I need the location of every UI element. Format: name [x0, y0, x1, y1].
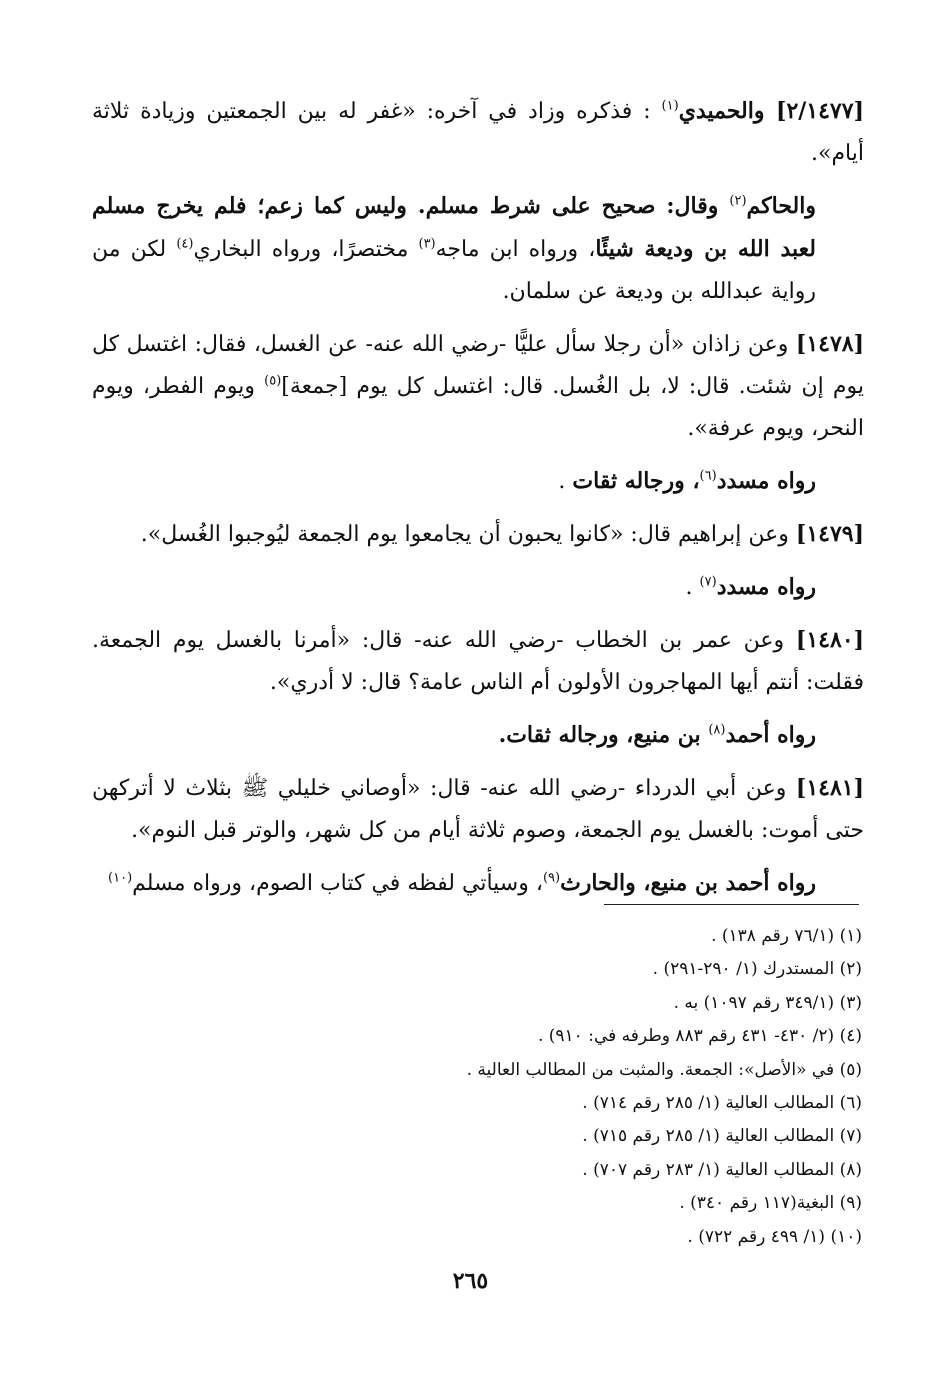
text-run: ، وسيأتي لفظه في كتاب الصوم، ورواه مسلم [132, 871, 543, 896]
footnote-ref: (٢) [729, 193, 747, 209]
text-run: والحاكم [746, 193, 816, 219]
text-run: ويوم الفطر، ويوم النحر، ويوم عرفة». [92, 374, 864, 441]
text-run: وعن أبي الدرداء -رضي الله عنه- قال: «أوصاني خليلي ﷺ بثلاث لا أتركهن حتى أموت: بالغسل يوم الجمعة، وصوم ثلاثة أيام من كل شهر، والوتر قبل النوم». [92, 776, 864, 843]
footnotes [300, 920, 862, 1254]
footnote-divider [604, 904, 859, 905]
text-run: مختصرًا، ورواه البخاري [193, 237, 419, 262]
paragraph-p1481 [92, 767, 864, 852]
footnote-ref: (١) [661, 98, 679, 114]
text-run: رواه أحمد [725, 722, 816, 748]
paragraph-p1477b [92, 185, 864, 313]
footnote-ref: (٣) [418, 236, 436, 252]
footnote-3: (٣) (٣٤٩/١ رقم ١٠٩٧) به . [673, 992, 862, 1013]
footnote-8: (٨) المطالب العالية (١/ ٢٨٣ رقم ٧٠٧) . [582, 1159, 862, 1180]
footnote-7: (٧) المطالب العالية (١/ ٢٨٥ رقم ٧١٥) . [582, 1126, 862, 1147]
paragraph-p1477 [92, 90, 864, 175]
footnote-ref: (٧) [699, 574, 717, 590]
text-run: رواه أحمد بن منيع، والحارث [560, 870, 816, 896]
text-run: ، ورجاله ثقات [572, 468, 700, 494]
footnote-ref: (٤) [176, 236, 194, 252]
page-number: ٢٦٥ [452, 1268, 489, 1294]
text-run: وعن زاذان «أن رجلا سأل عليًّا -رضي الله عنه- عن الغسل، فقال: اغتسل كل يوم إن شئت. قال: لا، بل الغُسل. قال: اغتسل كل يوم [جمعة] [92, 332, 864, 399]
text-run: لكن من رواية عبدالله بن وديعة عن سلمان. [92, 237, 816, 304]
footnote-4: (٤) (٢/ ٤٣٠- ٤٣١ رقم ٨٨٣ وطرفه في: ٩١٠) . [537, 1026, 862, 1047]
text-run: ، ورواه ابن ماجه [435, 237, 596, 262]
footnote-2: (٢) المستدرك (١/ ٢٩٠-٢٩١) . [652, 959, 862, 980]
text-run: بن منيع، ورجاله ثقات. [498, 722, 709, 748]
text-run: : فذكره وزاد في آخره: «غفر له بين الجمعتين وزيادة ثلاثة أيام». [92, 99, 864, 166]
text-run: وعن إبراهيم قال: «كانوا يحبون أن يجامعوا يوم الجمعة ليُوجبوا الغُسل». [140, 522, 796, 547]
text-run: رواه مسدد [716, 574, 816, 600]
footnote-ref: (٥) [264, 373, 282, 389]
footnote-ref: (١٠) [108, 870, 133, 886]
paragraph-p1481b [92, 862, 864, 905]
text-run: [١٤٨١] [795, 775, 864, 801]
paragraph-p1478b [92, 460, 864, 503]
paragraph-p1480b [92, 714, 864, 757]
paragraph-p1478 [92, 323, 864, 450]
footnote-6: (٦) المطالب العالية (١/ ٢٨٥ رقم ٧١٤) . [582, 1093, 862, 1114]
text-run: [١٤٧٨] [795, 331, 864, 357]
footnote-ref: (٩) [542, 870, 561, 886]
paragraph-p1480 [92, 619, 864, 704]
text-run: . [685, 575, 700, 600]
text-run: رواه مسدد [716, 468, 816, 494]
footnote-ref: (٦) [699, 468, 717, 484]
footnote-ref: (٨) [708, 722, 726, 738]
footnote-9: (٩) البغية(١١٧ رقم ٣٤٠) . [679, 1193, 862, 1214]
paragraph-p1479 [92, 513, 864, 556]
paragraph-p1479b [92, 566, 864, 609]
text-run: . [558, 469, 573, 494]
main-text [92, 90, 864, 915]
text-run: وقال: صحيح على شرط مسلم. وليس كما زعم؛ فلم يخرج مسلم لعبد الله بن وديعة شيئًا [92, 193, 816, 262]
text-run: [٢/١٤٧٧] والحميدي [678, 98, 864, 124]
text-run: [١٤٨٠] [795, 627, 864, 653]
footnote-10: (١٠) (١/ ٤٩٩ رقم ٧٢٢) . [687, 1226, 862, 1247]
footnote-1: (١) (٧٦/١ رقم ١٣٨) . [711, 926, 862, 946]
text-run: [١٤٧٩] [795, 521, 864, 547]
footnote-5: (٥) في «الأصل»: الجمعة. والمثبت من المطالب العالية . [466, 1059, 862, 1080]
text-run: وعن عمر بن الخطاب -رضي الله عنه- قال: «أمرنا بالغسل يوم الجمعة. فقلت: أنتم أيها المهاجرون الأولون أم الناس عامة؟ قال: لا أدري». [92, 628, 864, 695]
